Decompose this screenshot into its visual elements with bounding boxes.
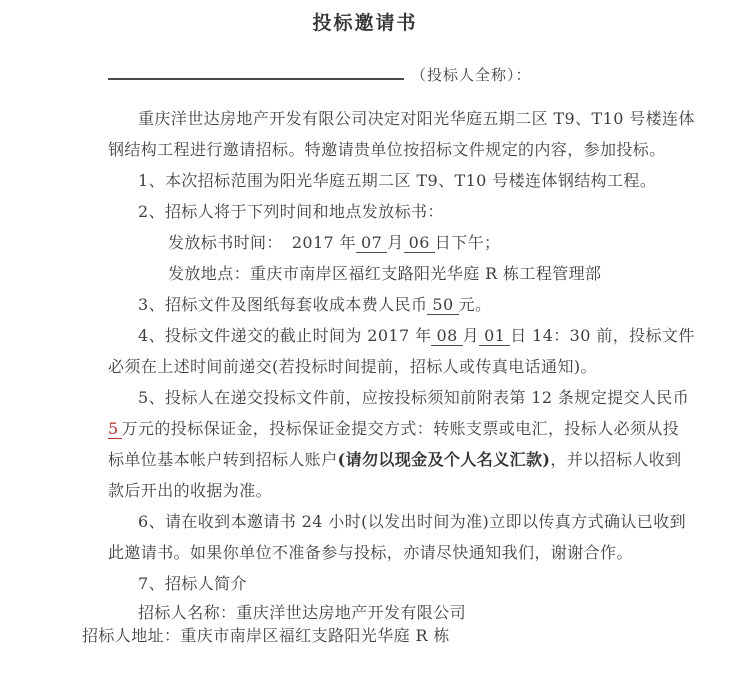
item-5-deposit-line-3: [108, 444, 682, 475]
bidder-name-row: [108, 64, 730, 86]
issue-time-tail: 日下午；: [434, 233, 501, 252]
intro-line-1: 重庆洋世达房地产开发有限公司决定对阳光华庭五期二区 T9、T10 号楼连体: [138, 109, 695, 128]
item-4-month-unit: 月: [462, 326, 480, 345]
no-cash-warning: (请勿以现金及个人名义汇款): [337, 450, 551, 469]
item-4-deadline-line-2: 必须在上述时间前递交(若投标时间提前，招标人或传真电话通知)。: [108, 357, 597, 376]
issue-time-month-unit: 月: [387, 233, 404, 252]
item-3-prefix: 3、招标文件及图纸每套收成本费人民币: [138, 295, 428, 314]
document-body: [108, 103, 695, 599]
intro-line-2: 钢结构工程进行邀请招标。特邀请贵单位按招标文件规定的内容，参加投标。: [108, 140, 666, 159]
item-6-confirm-line-1: 6、请在收到本邀请书 24 小时(以发出时间为准)立即以传真方式确认已收到: [138, 512, 686, 531]
issue-time-month: 07: [356, 233, 387, 253]
tenderee-address-line: 招标人地址：重庆市南岸区福红支路阳光华庭 R 栋: [82, 626, 450, 645]
item-2-issue-info: 2、招标人将于下列时间和地点发放标书：: [138, 202, 444, 221]
item-5-line-3-prefix: 标单位基本帐户转到招标人账户: [108, 450, 338, 469]
item-6-confirm-line-2: 此邀请书。如果你单位不准备参与投标，亦请尽快通知我们，谢谢合作。: [108, 543, 633, 562]
item-4-month: 08: [431, 326, 462, 346]
issue-time-line: [108, 227, 653, 258]
tenderee-name-line: 招标人名称：重庆洋世达房地产开发有限公司: [138, 603, 467, 622]
issue-time-day: 06: [404, 233, 435, 253]
issue-time-year: 2017 年: [291, 233, 357, 252]
item-3-fee-line: [108, 289, 653, 320]
item-1-scope: 1、本次招标范围为阳光华庭五期二区 T9、T10 号楼连体钢结构工程。: [138, 171, 657, 190]
item-4-prefix: 4、投标文件递交的截止时间为 2017 年: [138, 326, 432, 345]
document-title: 投标邀请书: [312, 12, 418, 34]
bidder-name-label: （投标人全称）：: [411, 66, 532, 84]
item-3-tail: 元。: [458, 295, 492, 314]
item-5-deposit-line-4: 款后开出的收据为准。: [108, 481, 273, 500]
item-5-line-2-rest: 万元的投标保证金，投标保证金提交方式：转账支票或电汇，投标人必须从投: [121, 419, 680, 438]
item-4-deadline-line-1: [108, 320, 695, 351]
deposit-amount: 5: [108, 419, 122, 439]
bidder-name-blank-line: [108, 65, 404, 80]
item-3-fee-amount: 50: [427, 295, 458, 315]
item-4-tail: 日 14：30 前，投标文件: [510, 326, 695, 345]
item-5-deposit-line-2: [108, 413, 680, 444]
item-5-line-3-tail: ，并以招标人收到: [550, 450, 682, 469]
issue-time-label: 发放标书时间：: [168, 233, 283, 252]
issue-place-line: 发放地点：重庆市南岸区福红支路阳光华庭 R 栋工程管理部: [168, 264, 602, 283]
item-5-deposit-line-1: 5、投标人在递交投标文件前，应按投标须知前附表第 12 条规定提交人民币: [138, 388, 690, 407]
item-4-day: 01: [479, 326, 510, 346]
item-7-profile-heading: 7、招标人简介: [138, 574, 247, 593]
